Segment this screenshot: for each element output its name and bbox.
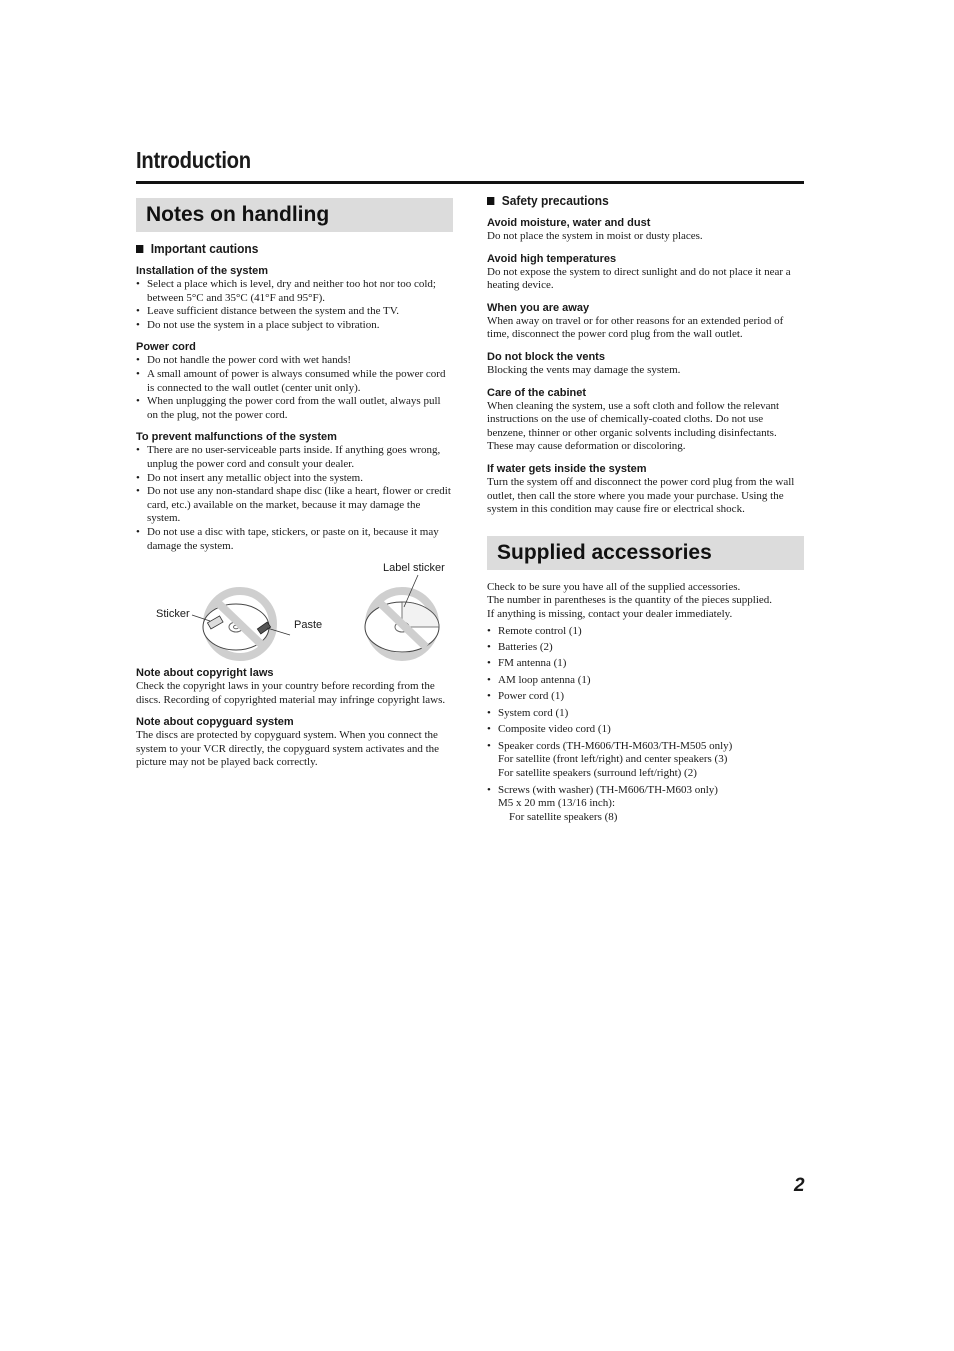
- list-item: • Batteries (2): [487, 641, 804, 655]
- important-cautions-heading: Important cautions: [136, 241, 428, 256]
- accessories-list: [487, 625, 804, 825]
- list-item: • Composite video cord (1): [487, 723, 804, 737]
- list-item: • Remote control (1): [487, 625, 804, 639]
- list-item-speaker-cords: • Speaker cords (TH-M606/TH-M603/TH-M505 only) For satellite (front left/right) and center speakers (3) For satellite speakers (surround left/right) (2): [487, 740, 804, 781]
- list-item: • Do not use any non-standard shape disc (like a heart, flower or credit card, etc.) available on the market, because it may damage the system.: [136, 485, 453, 526]
- water-text: Turn the system off and disconnect the power cord plug from the wall outlet, then call the store where you made your purchase. Using the system in this condition may cause fire or electrical shock.: [487, 475, 795, 516]
- copyright-text: Check the copyright laws in your country before recording from the discs. Recording of copyrighted material may infringe copyright laws.: [136, 680, 446, 706]
- malfunctions-title: To prevent malfunctions of the system: [136, 431, 337, 444]
- list-item: • System cord (1): [487, 707, 804, 721]
- high-temp-text: Do not expose the system to direct sunlight and do not place it near a heating device.: [487, 265, 791, 292]
- malfunctions-list: [136, 444, 453, 553]
- list-item: • Select a place which is level, dry and neither too hot nor too cold; between 5°C and 35°C (41°F and 95°F).: [136, 278, 453, 305]
- list-item-screws: • Screws (with washer) (TH-M606/TH-M603 only) M5 x 20 mm (13/16 inch): For satellite speakers (8): [487, 784, 804, 825]
- installation-list: [136, 278, 453, 332]
- vents-text: Blocking the vents may damage the system.: [487, 363, 681, 376]
- intro-line: If anything is missing, contact your dealer immediately.: [487, 607, 733, 620]
- intro-line: Check to be sure you have all of the supplied accessories.: [487, 580, 741, 593]
- list-item: • When unplugging the power cord from the wall outlet, always pull on the plug, not the power cord.: [136, 395, 453, 422]
- power-cord-title: Power cord: [136, 341, 196, 354]
- cabinet-title: Care of the cabinet: [487, 386, 587, 399]
- paste-label: Paste: [294, 619, 323, 632]
- list-item: • There are no user-serviceable parts inside. If anything goes wrong, unplug the power cord and consult your dealer.: [136, 444, 453, 471]
- water-title: If water gets inside the system: [487, 462, 647, 475]
- square-bullet-icon: [136, 245, 143, 253]
- list-item: • Do not handle the power cord with wet hands!: [136, 354, 453, 368]
- page-title: Introduction: [136, 147, 251, 173]
- power-cord-list: [136, 354, 453, 422]
- cabinet-text: When cleaning the system, use a soft cloth and follow the relevant instructions on the use of chemically-coated cloths. Do not use benzene, thinner or other organic solvents including disinfectants. These may cause deformation or discoloring.: [487, 399, 780, 453]
- list-item: • AM loop antenna (1): [487, 674, 804, 688]
- vents-title: Do not block the vents: [487, 350, 605, 363]
- notes-on-handling-banner: Notes on handling: [136, 198, 453, 232]
- moisture-title: Avoid moisture, water and dust: [487, 217, 651, 229]
- copyright-title: Note about copyright laws: [136, 667, 274, 680]
- intro-line: The number in parentheses is the quantity of the pieces supplied.: [487, 594, 773, 607]
- list-item: • FM antenna (1): [487, 657, 804, 671]
- safety-precautions-heading: Safety precautions: [487, 193, 779, 208]
- prohibited-sticker-disc-icon: [192, 591, 290, 657]
- away-title: When you are away: [487, 301, 590, 314]
- list-item: • Do not use the system in a place subject to vibration.: [136, 319, 453, 333]
- accessories-intro: [487, 581, 804, 622]
- copyguard-title: Note about copyguard system: [136, 716, 294, 729]
- page-number: 2: [794, 1175, 805, 1196]
- copyguard-text: The discs are protected by copyguard system. When you connect the system to your VCR directly, the copyguard system activates and the picture may not be played back correctly.: [136, 729, 440, 769]
- high-temp-title: Avoid high temperatures: [487, 252, 617, 265]
- label-sticker-label: Label sticker: [383, 562, 445, 575]
- right-column: [487, 193, 804, 827]
- list-item: • Do not insert any metallic object into the system.: [136, 472, 453, 486]
- installation-title: Installation of the system: [136, 265, 269, 277]
- away-text: When away on travel or for other reasons for an extended period of time, disconnect the power cord plug from the wall outlet.: [487, 314, 784, 341]
- list-item: • Power cord (1): [487, 690, 804, 704]
- supplied-accessories-banner: Supplied accessories: [487, 536, 804, 570]
- list-item: • Do not use a disc with tape, stickers, or paste on it, because it may damage the system.: [136, 526, 453, 553]
- list-item: • Leave sufficient distance between the system and the TV.: [136, 305, 453, 319]
- disc-warning-figure: [136, 561, 453, 665]
- prohibited-label-disc-icon: [365, 575, 439, 657]
- sticker-label: Sticker: [156, 608, 190, 621]
- moisture-text: Do not place the system in moist or dusty places.: [487, 230, 703, 242]
- title-rule: [136, 181, 804, 184]
- left-column: [136, 198, 453, 770]
- list-item: • A small amount of power is always consumed while the power cord is connected to the wall outlet (center unit only).: [136, 368, 453, 395]
- square-bullet-icon: [487, 197, 494, 205]
